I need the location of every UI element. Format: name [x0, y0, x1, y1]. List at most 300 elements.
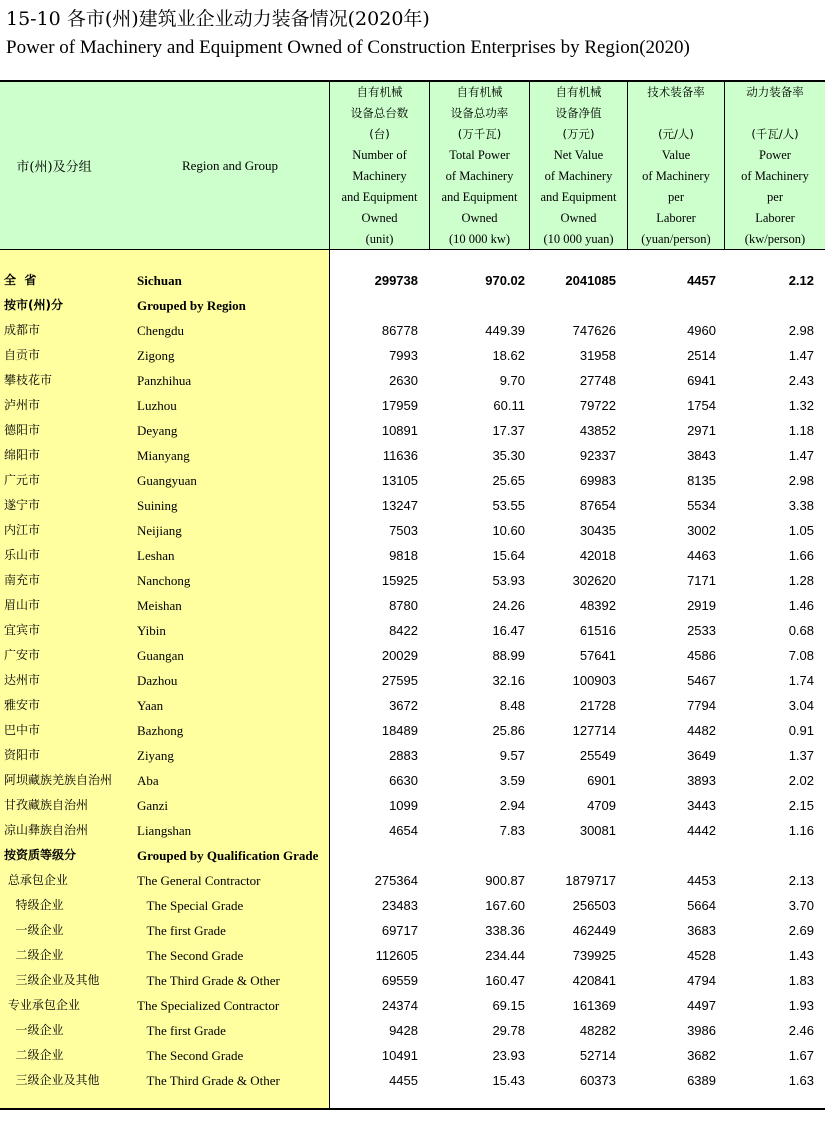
row-value: 27748 [579, 373, 616, 388]
row-value: 11636 [382, 448, 418, 463]
row-value: 127714 [572, 723, 616, 738]
table-row [0, 593, 825, 618]
row-value: 48282 [579, 1023, 616, 1038]
row-label-cn: 泸州市 [4, 398, 41, 412]
row-label-en: The first Grade [137, 1023, 226, 1038]
row-value: 7171 [687, 573, 716, 588]
row-value: 1.05 [788, 523, 814, 538]
row-value: 3672 [389, 698, 418, 713]
row-value: 1.47 [788, 448, 814, 463]
row-value: 17959 [381, 398, 418, 413]
row-value: 29.78 [492, 1023, 525, 1038]
row-value: 4442 [687, 823, 716, 838]
header-en-line: (yuan/person) [641, 232, 711, 246]
bottom-rule [0, 1108, 825, 1110]
row-value: 900.87 [485, 873, 525, 888]
row-label-en: Dazhou [137, 673, 178, 688]
row-value: 1.67 [788, 1048, 814, 1063]
row-label-cn: 广安市 [4, 648, 41, 662]
table-row [0, 518, 825, 543]
row-value: 739925 [572, 948, 616, 963]
row-value: 86778 [381, 323, 418, 338]
row-value: 3649 [687, 748, 716, 763]
row-value: 1.32 [788, 398, 814, 413]
row-value: 10891 [381, 423, 418, 438]
row-label-en: Guangan [137, 648, 184, 663]
row-label-cn: 巴中市 [4, 723, 41, 737]
row-label-cn: 南充市 [4, 573, 41, 587]
row-label-en: The Third Grade & Other [137, 973, 280, 988]
row-value: 13105 [381, 473, 418, 488]
table-row [0, 1068, 825, 1093]
row-value: 23483 [381, 898, 418, 913]
table-row [0, 318, 825, 343]
header-cn-line: 动力装备率 [746, 85, 804, 99]
row-value: 167.60 [485, 898, 525, 913]
header-cell [430, 82, 529, 249]
table-row [0, 793, 825, 818]
header-cn-line: 自有机械 [555, 85, 602, 99]
row-value: 32.16 [492, 673, 525, 688]
row-value: 69.15 [492, 998, 525, 1013]
row-label-cn: 甘孜藏族自治州 [4, 798, 89, 812]
row-value: 1.18 [788, 423, 814, 438]
table-row [0, 543, 825, 568]
row-label-en: Grouped by Qualification Grade [137, 848, 319, 863]
table-row [0, 568, 825, 593]
table-row [0, 1043, 825, 1068]
table-row [0, 868, 825, 893]
row-label-en: The Second Grade [137, 1048, 244, 1063]
row-label-cn: 广元市 [4, 473, 41, 487]
header-en-line: Machinery [352, 169, 407, 183]
row-label-cn: 特级企业 [4, 898, 64, 912]
row-value: 2514 [687, 348, 716, 363]
header-en-line: per [767, 190, 783, 204]
row-value: 16.47 [492, 623, 525, 638]
row-value: 3683 [687, 923, 716, 938]
row-value: 18489 [381, 723, 418, 738]
table-row [0, 393, 825, 418]
row-value: 17.37 [492, 423, 525, 438]
row-value: 3443 [687, 798, 716, 813]
row-label-en: Chengdu [137, 323, 184, 338]
row-value: 2.94 [499, 798, 525, 813]
row-label-en: Nanchong [137, 573, 191, 588]
row-value: 2.43 [788, 373, 814, 388]
row-value: 7.83 [499, 823, 525, 838]
header-cn-line: 技术装备率 [647, 85, 705, 99]
row-value: 2.12 [788, 273, 814, 288]
row-value: 7794 [687, 698, 716, 713]
row-label-cn: 三级企业及其他 [4, 973, 100, 987]
row-value: 8.48 [499, 698, 525, 713]
table-row [0, 493, 825, 518]
row-value: 420841 [572, 973, 616, 988]
header-en-line: Value [661, 148, 691, 162]
row-label-cn: 乐山市 [4, 548, 41, 562]
row-label-cn: 攀枝花市 [4, 373, 53, 387]
row-label-cn: 凉山彝族自治州 [4, 823, 89, 837]
row-value: 23.93 [492, 1048, 525, 1063]
row-label-en: Luzhou [137, 398, 177, 413]
row-label-en: Bazhong [137, 723, 184, 738]
row-label-cn: 阿坝藏族羌族自治州 [4, 773, 113, 787]
row-value: 5534 [687, 498, 716, 513]
row-value: 24.26 [492, 598, 525, 613]
row-label-cn: 一级企业 [4, 923, 64, 937]
row-label-cn: 内江市 [4, 523, 41, 537]
table-row [0, 943, 825, 968]
row-label-en: The first Grade [137, 923, 226, 938]
header-cn-line: 自有机械 [356, 85, 403, 99]
header-cell [725, 82, 825, 249]
row-value: 6630 [389, 773, 418, 788]
row-value: 6901 [587, 773, 616, 788]
row-label-en: Neijiang [137, 523, 182, 538]
row-value: 256503 [572, 898, 616, 913]
header-cn-line: 设备总台数 [350, 106, 409, 120]
row-value: 60373 [579, 1073, 616, 1088]
row-value: 60.11 [493, 398, 525, 413]
row-value: 3843 [687, 448, 716, 463]
row-value: 6389 [687, 1073, 716, 1088]
row-value: 747626 [572, 323, 616, 338]
row-label-en: Grouped by Region [137, 298, 246, 313]
header-en-line: Net Value [553, 148, 604, 162]
row-value: 1754 [687, 398, 716, 413]
row-label-en: The Second Grade [137, 948, 244, 963]
row-label-cn: 按市(州)分 [4, 298, 63, 312]
header-en-line: Laborer [656, 211, 696, 225]
row-value: 21728 [579, 698, 616, 713]
row-value: 302620 [572, 573, 616, 588]
row-label-en: Leshan [137, 548, 175, 563]
table-row [0, 893, 825, 918]
header-en-line: of Machinery [544, 169, 613, 183]
row-label-en: Liangshan [137, 823, 192, 838]
row-label-cn: 遂宁市 [4, 498, 41, 512]
header-en-line: and Equipment [341, 190, 418, 204]
row-value: 92337 [579, 448, 616, 463]
row-value: 24374 [381, 998, 418, 1013]
row-value: 42018 [579, 548, 616, 563]
row-value: 1.43 [788, 948, 814, 963]
row-value: 7993 [389, 348, 418, 363]
header-cn-line: 设备净值 [555, 106, 602, 120]
row-value: 1.16 [788, 823, 814, 838]
row-value: 53.93 [492, 573, 525, 588]
header-en-line: Power [759, 148, 791, 162]
row-value: 2.02 [788, 773, 814, 788]
row-value: 1.37 [788, 748, 814, 763]
row-value: 69717 [381, 923, 418, 938]
table-row [0, 843, 825, 868]
row-value: 9818 [389, 548, 418, 563]
header-cell [628, 82, 724, 249]
row-value: 4482 [687, 723, 716, 738]
row-label-cn: 总承包企业 [4, 873, 68, 887]
row-value: 2.46 [788, 1023, 814, 1038]
row-value: 161369 [572, 998, 616, 1013]
row-value: 1879717 [565, 873, 616, 888]
row-value: 7.08 [788, 648, 814, 663]
row-value: 2.98 [788, 473, 814, 488]
row-value: 4794 [687, 973, 716, 988]
row-value: 8422 [389, 623, 418, 638]
row-label-cn: 三级企业及其他 [4, 1073, 100, 1087]
table-body [0, 268, 825, 1093]
row-value: 1.93 [788, 998, 814, 1013]
row-value: 18.62 [492, 348, 525, 363]
table-header [0, 82, 825, 250]
header-en-line: Owned [361, 211, 398, 225]
row-value: 3.59 [499, 773, 525, 788]
row-value: 48392 [579, 598, 616, 613]
row-label-cn: 一级企业 [4, 1023, 64, 1037]
row-label-en: The Specialized Contractor [137, 998, 280, 1013]
row-value: 3002 [687, 523, 716, 538]
row-value: 35.30 [492, 448, 525, 463]
header-cell [530, 82, 627, 249]
row-value: 25.86 [492, 723, 525, 738]
header-cn-line: 自有机械 [456, 85, 503, 99]
header-en-line: Number of [352, 148, 407, 162]
row-value: 88.99 [492, 648, 525, 663]
header-cn-line: (万千瓦) [457, 127, 502, 141]
row-value: 15925 [381, 573, 418, 588]
row-label-en: Zigong [137, 348, 175, 363]
row-label-en: Sichuan [137, 273, 182, 288]
header-en-line: (unit) [365, 232, 394, 246]
row-value: 20029 [381, 648, 418, 663]
row-value: 100903 [572, 673, 616, 688]
row-value: 3682 [687, 1048, 716, 1063]
row-value: 4586 [687, 648, 716, 663]
row-label-en: Meishan [137, 598, 182, 613]
row-label-cn: 德阳市 [4, 423, 41, 437]
table-row [0, 918, 825, 943]
table-row [0, 768, 825, 793]
row-label-en: Guangyuan [137, 473, 197, 488]
row-label-cn: 二级企业 [4, 948, 64, 962]
row-value: 2041085 [565, 273, 616, 288]
header-label-en: Region and Group [181, 158, 279, 173]
row-value: 275364 [374, 873, 418, 888]
table-row [0, 743, 825, 768]
row-value: 1.63 [788, 1073, 814, 1088]
row-value: 27595 [381, 673, 418, 688]
table-row [0, 993, 825, 1018]
table-row [0, 668, 825, 693]
page-title-en: Power of Machinery and Equipment Owned of Construction Enterprises by Region(2020) [6, 37, 690, 58]
row-label-cn: 宜宾市 [4, 623, 41, 637]
row-value: 10.60 [492, 523, 525, 538]
table-row [0, 343, 825, 368]
header-cn-line: (万元) [562, 127, 595, 141]
table-row [0, 618, 825, 643]
table-row [0, 718, 825, 743]
header-en-line: of Machinery [741, 169, 809, 183]
row-value: 9428 [389, 1023, 418, 1038]
row-label-cn: 眉山市 [4, 598, 41, 612]
table-row [0, 443, 825, 468]
row-value: 112605 [375, 948, 418, 963]
row-value: 61516 [579, 623, 616, 638]
row-label-cn: 专业承包企业 [4, 998, 80, 1012]
row-value: 57641 [579, 648, 616, 663]
header-cn-line: (台) [369, 127, 390, 141]
row-value: 0.68 [788, 623, 814, 638]
row-label-en: The Third Grade & Other [137, 1073, 280, 1088]
row-value: 299738 [374, 273, 418, 288]
row-label-en: Ganzi [137, 798, 169, 813]
row-label-en: Aba [137, 773, 159, 788]
row-value: 13247 [381, 498, 418, 513]
row-value: 6941 [687, 373, 716, 388]
row-value: 3986 [687, 1023, 716, 1038]
row-label-en: Yaan [137, 698, 164, 713]
table-row [0, 643, 825, 668]
row-value: 25.65 [492, 473, 525, 488]
table-row [0, 818, 825, 843]
row-value: 4455 [389, 1073, 418, 1088]
row-value: 1.28 [788, 573, 814, 588]
row-value: 87654 [579, 498, 616, 513]
row-label-cn: 全 省 [4, 273, 37, 287]
table-row [0, 693, 825, 718]
row-label-cn: 按资质等级分 [4, 848, 77, 862]
header-cn-line: (元/人) [658, 127, 694, 141]
row-value: 2.13 [788, 873, 814, 888]
row-value: 7503 [389, 523, 418, 538]
row-value: 5467 [687, 673, 716, 688]
row-value: 4709 [587, 798, 616, 813]
row-value: 970.02 [485, 273, 525, 288]
row-label-en: The Special Grade [137, 898, 244, 913]
row-value: 449.39 [485, 323, 525, 338]
header-cn-line [725, 103, 825, 124]
row-value: 2.98 [788, 323, 814, 338]
row-label-en: Mianyang [137, 448, 190, 463]
table-row [0, 1018, 825, 1043]
header-en-line: Owned [461, 211, 498, 225]
row-value: 52714 [579, 1048, 616, 1063]
row-value: 3.04 [788, 698, 814, 713]
header-en-line: of Machinery [642, 169, 710, 183]
row-value: 15.43 [492, 1073, 525, 1088]
header-en-line: Laborer [755, 211, 795, 225]
row-value: 462449 [572, 923, 616, 938]
table-row [0, 293, 825, 318]
row-label-en: Yibin [137, 623, 166, 638]
row-value: 4463 [687, 548, 716, 563]
row-value: 0.91 [788, 723, 814, 738]
header-en-line: and Equipment [441, 190, 518, 204]
row-value: 2.15 [788, 798, 814, 813]
table-row [0, 468, 825, 493]
row-value: 160.47 [485, 973, 525, 988]
row-value: 4453 [687, 873, 716, 888]
row-value: 10491 [381, 1048, 418, 1063]
row-label-cn: 成都市 [4, 323, 41, 337]
row-value: 4457 [687, 273, 716, 288]
header-cn-line [628, 103, 724, 124]
header-cn-line: (千瓦/人) [751, 127, 799, 141]
row-value: 31958 [579, 348, 616, 363]
row-value: 3893 [687, 773, 716, 788]
row-value: 1099 [389, 798, 418, 813]
row-label-cn: 绵阳市 [4, 448, 41, 462]
row-value: 2971 [687, 423, 716, 438]
row-value: 1.66 [788, 548, 814, 563]
row-value: 69983 [579, 473, 616, 488]
row-value: 4528 [687, 948, 716, 963]
row-value: 8780 [389, 598, 418, 613]
row-value: 4960 [687, 323, 716, 338]
header-cn-line: 设备总功率 [450, 106, 509, 120]
row-label-cn: 达州市 [4, 673, 41, 687]
header-en-line: Total Power [449, 148, 510, 162]
header-en-line: (kw/person) [744, 232, 806, 246]
row-value: 2.69 [788, 923, 814, 938]
table-row [0, 418, 825, 443]
row-label-en: Deyang [137, 423, 178, 438]
header-en-line: Owned [560, 211, 597, 225]
row-value: 2533 [687, 623, 716, 638]
row-value: 15.64 [492, 548, 525, 563]
header-cell [330, 82, 429, 249]
page-title-cn: 15-10 各市(州)建筑业企业动力装备情况(2020年) [6, 8, 430, 30]
row-value: 25549 [579, 748, 616, 763]
row-value: 3.38 [788, 498, 814, 513]
header-en-line: per [668, 190, 684, 204]
row-value: 8135 [687, 473, 716, 488]
row-value: 2630 [389, 373, 418, 388]
header-en-line: and Equipment [540, 190, 617, 204]
row-value: 5664 [687, 898, 716, 913]
row-label-en: Ziyang [137, 748, 174, 763]
row-value: 1.74 [788, 673, 814, 688]
row-value: 234.44 [485, 948, 525, 963]
row-label-cn: 二级企业 [4, 1048, 64, 1062]
row-value: 4654 [389, 823, 418, 838]
row-label-en: The General Contractor [137, 873, 261, 888]
row-label-cn: 自贡市 [4, 348, 41, 362]
row-value: 43852 [579, 423, 616, 438]
row-value: 69559 [381, 973, 418, 988]
row-value: 3.70 [788, 898, 814, 913]
row-value: 2883 [389, 748, 418, 763]
row-value: 1.83 [788, 973, 814, 988]
row-value: 79722 [579, 398, 616, 413]
header-en-line: of Machinery [445, 169, 514, 183]
row-value: 30435 [579, 523, 616, 538]
row-value: 338.36 [485, 923, 525, 938]
header-label-cn: 市(州)及分组 [16, 160, 92, 175]
row-value: 9.70 [499, 373, 525, 388]
row-value: 1.47 [788, 348, 814, 363]
row-label-en: Panzhihua [137, 373, 192, 388]
row-value: 9.57 [499, 748, 525, 763]
row-value: 4497 [687, 998, 716, 1013]
table-row [0, 968, 825, 993]
row-label-cn: 资阳市 [4, 748, 41, 762]
row-value: 30081 [579, 823, 616, 838]
table-row [0, 368, 825, 393]
row-value: 1.46 [788, 598, 814, 613]
row-value: 53.55 [492, 498, 525, 513]
